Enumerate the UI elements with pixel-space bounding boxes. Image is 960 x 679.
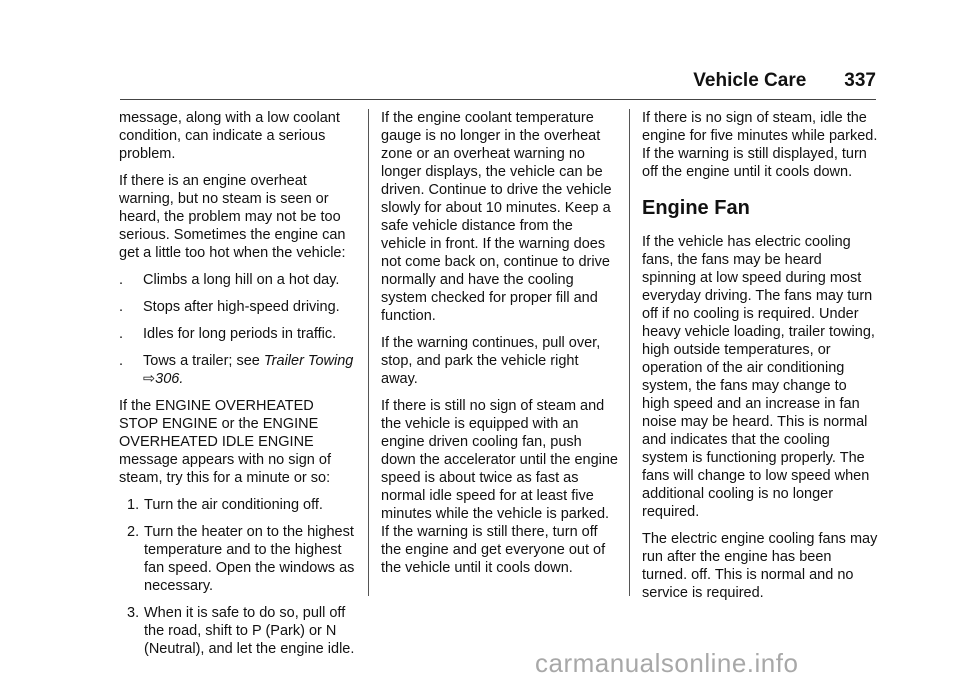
- paragraph: The electric engine cooling fans may run after the engine has been turned. off. This is normal and no service is required.: [642, 531, 878, 601]
- section-title: Vehicle Care: [693, 70, 807, 91]
- column-1: [119, 109, 355, 667]
- trailer-towing-link[interactable]: Trailer Towing: [263, 353, 354, 369]
- paragraph: If there is no sign of steam, idle the engine for five minutes while parked. If the warning is still displayed, turn off the engine until it cools down.: [642, 110, 878, 180]
- list-item: 2. Turn the heater on to the highest temperature and to the highest fan speed. Open the windows as necessary.: [127, 524, 355, 594]
- bullet-icon: .: [119, 299, 124, 315]
- column-divider-2: [629, 109, 630, 596]
- paragraph: If the engine coolant temperature gauge is no longer in the overheat zone or an overheat warning no longer displays, the vehicle can be driven. Continue to drive the vehicle slowly for about 10 minutes. Keep a safe vehicle distance from the vehicle in front. If the warning does not come back on, continue to drive normally and have the cooling system checked for proper fill and function.: [381, 110, 612, 324]
- list-item: 1. Turn the air conditioning off.: [127, 497, 323, 513]
- bullet-icon: .: [119, 326, 124, 342]
- page-number: 337: [844, 70, 876, 91]
- list-item: . Tows a trailer; see Trailer Towing ⇨306.: [119, 353, 354, 387]
- column-3: [642, 109, 878, 611]
- paragraph: If there is an engine overheat warning, but no steam is seen or heard, the problem may not be too serious. Sometimes the engine can get a little too hot when the vehicle:: [119, 173, 346, 261]
- list-item: . Climbs a long hill on a hot day.: [119, 272, 340, 288]
- paragraph: If the warning continues, pull over, stop, and park the vehicle right away.: [381, 335, 601, 387]
- paragraph: If there is still no sign of steam and the vehicle is equipped with an engine driven cooling fan, push down the accelerator until the engine speed is about twice as fast as normal idle speed for at least five minutes while the vehicle is parked. If the warning is still there, turn off the engine and get everyone out of the vehicle until it cools down.: [381, 398, 618, 576]
- watermark: carmanualsonline.info: [535, 648, 799, 678]
- list-item: . Idles for long periods in traffic.: [119, 326, 337, 342]
- column-2: [381, 109, 618, 586]
- page-reference[interactable]: 306: [155, 371, 180, 387]
- paragraph: If the ENGINE OVERHEATED STOP ENGINE or the ENGINE OVERHEATED IDLE ENGINE message appears with no sign of steam, try this for a minute or so:: [119, 398, 331, 486]
- paragraph: If the vehicle has electric cooling fans, the fans may be heard spinning at low speed during most everyday driving. The fans may turn off if no cooling is required. Under heavy vehicle loading, trailer towing, high outside temperatures, or operation of the air conditioning system, the fans may change to high speed and an increase in fan noise may be heard. This is normal and indicates that the cooling system is functioning properly. The fans will change to low speed when additional cooling is no longer required.: [642, 234, 875, 520]
- list-item: . Stops after high-speed driving.: [119, 299, 340, 315]
- section-heading: Engine Fan: [642, 197, 750, 219]
- list-item: 3. When it is safe to do so, pull off the road, shift to P (Park) or N (Neutral), and let the engine idle.: [127, 605, 355, 657]
- page-header: [0, 70, 876, 92]
- header-rule: [120, 99, 876, 100]
- bullet-icon: .: [119, 272, 124, 288]
- page-ref-arrow-icon: ⇨: [143, 371, 156, 387]
- bullet-icon: .: [119, 353, 124, 369]
- paragraph: message, along with a low coolant condition, can indicate a serious problem.: [119, 110, 340, 162]
- column-divider-1: [368, 109, 369, 596]
